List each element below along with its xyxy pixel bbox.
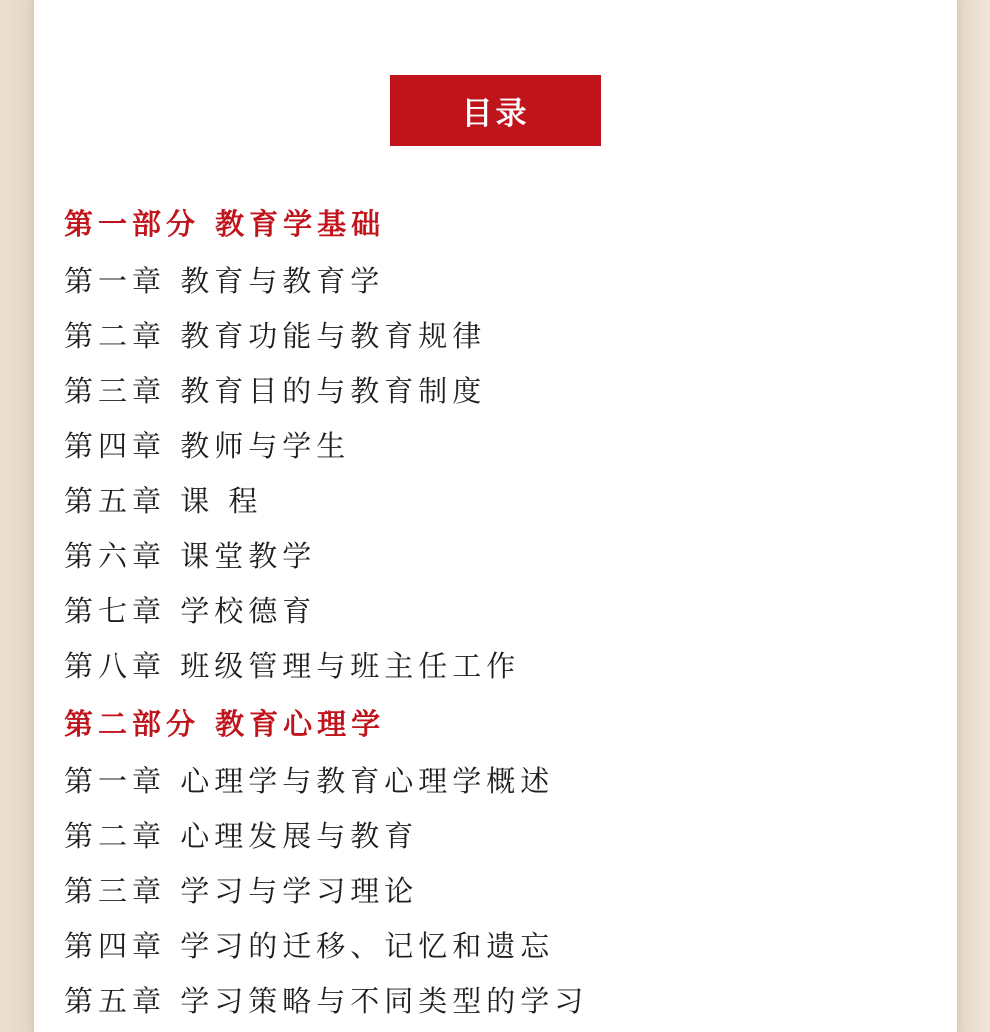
table-of-contents xyxy=(64,200,924,1029)
chapter-item[interactable]: 第二章 心理发展与教育 xyxy=(64,819,419,853)
chapter-item[interactable]: 第七章 学校德育 xyxy=(64,594,317,628)
toc-title-banner: 目录 xyxy=(390,75,601,146)
chapter-item[interactable]: 第四章 教师与学生 xyxy=(64,429,351,463)
section-heading-part-2[interactable]: 第二部分 教育心理学 xyxy=(64,707,386,741)
chapter-item[interactable]: 第八章 班级管理与班主任工作 xyxy=(64,649,521,683)
chapter-item[interactable]: 第五章 课 程 xyxy=(64,484,263,518)
chapter-item[interactable]: 第一章 教育与教育学 xyxy=(64,264,385,298)
chapter-item[interactable]: 第三章 学习与学习理论 xyxy=(64,874,419,908)
page-margin-left xyxy=(0,0,34,1032)
chapter-item[interactable]: 第一章 心理学与教育心理学概述 xyxy=(64,764,555,798)
chapter-item[interactable]: 第五章 学习策略与不同类型的学习 xyxy=(64,984,589,1018)
chapter-item[interactable]: 第四章 学习的迁移、记忆和遗忘 xyxy=(64,929,555,963)
document-page xyxy=(34,0,957,1032)
chapter-item[interactable]: 第三章 教育目的与教育制度 xyxy=(64,374,487,408)
chapter-item[interactable]: 第二章 教育功能与教育规律 xyxy=(64,319,487,353)
page-margin-right xyxy=(957,0,990,1032)
chapter-item[interactable]: 第六章 课堂教学 xyxy=(64,539,317,573)
section-heading-part-1[interactable]: 第一部分 教育学基础 xyxy=(64,207,386,241)
